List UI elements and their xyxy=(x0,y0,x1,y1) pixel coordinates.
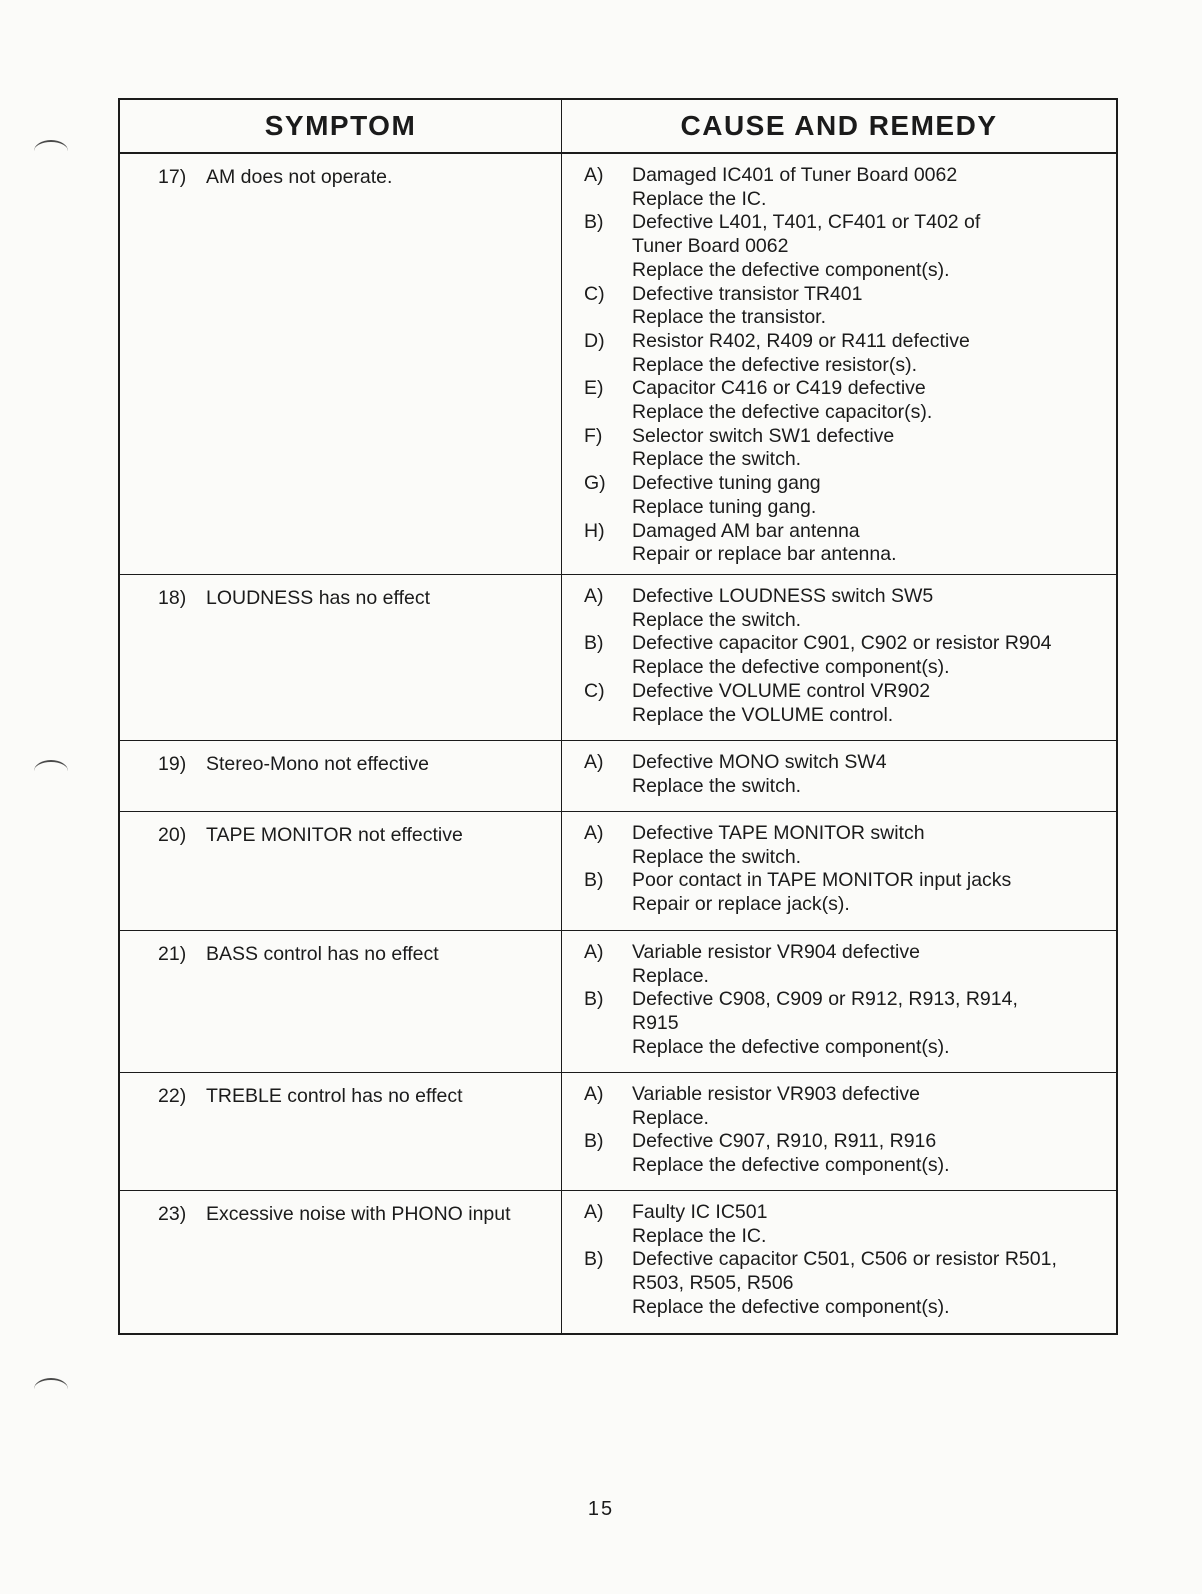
remedy-line: Defective TAPE MONITOR switch xyxy=(632,822,925,844)
remedy-letter: C) xyxy=(584,679,605,702)
remedy-cell xyxy=(562,931,1116,1072)
remedy-letter: G) xyxy=(584,472,606,495)
remedy-line: Replace the IC. xyxy=(632,187,767,210)
remedy-text xyxy=(632,425,1116,472)
binder-hole-mark xyxy=(34,1378,68,1400)
remedy-line: Replace the switch. xyxy=(632,845,802,868)
remedy-entry xyxy=(584,1083,1116,1130)
remedy-entry xyxy=(584,283,1116,330)
remedy-line: Defective L401, T401, CF401 or T402 of xyxy=(632,211,981,234)
remedy-text xyxy=(632,869,1116,916)
remedy-entry xyxy=(584,1201,1116,1248)
remedy-text xyxy=(632,377,1116,424)
remedy-line: Defective C907, R910, R911, R916 xyxy=(632,1130,937,1153)
remedy-line: Defective capacitor C501, C506 or resistor R501, xyxy=(632,1248,1057,1271)
remedy-line: Defective C908, C909 or R912, R913, R914, xyxy=(632,988,1018,1011)
symptom-text: TAPE MONITOR not effective xyxy=(206,824,463,846)
remedy-line: Replace. xyxy=(632,964,709,987)
remedy-letter: C) xyxy=(584,282,605,305)
remedy-line: Replace the switch. xyxy=(632,448,802,471)
remedy-line: Replace the defective capacitor(s). xyxy=(632,401,933,424)
remedy-text xyxy=(632,283,1116,330)
remedy-entry xyxy=(584,988,1116,1059)
symptom-number: 18) xyxy=(158,587,187,609)
table-row xyxy=(120,1191,1116,1333)
remedy-line: Replace the defective component(s). xyxy=(632,1295,950,1318)
remedy-entry xyxy=(584,751,1116,798)
binder-hole-mark xyxy=(34,140,68,162)
remedy-entry xyxy=(584,164,1116,211)
remedy-text xyxy=(632,211,1116,282)
symptom-text: TREBLE control has no effect xyxy=(206,1085,463,1107)
table-row xyxy=(120,812,1116,931)
remedy-entry xyxy=(584,520,1116,567)
symptom-number: 17) xyxy=(158,166,187,188)
remedy-letter: D) xyxy=(584,329,605,352)
remedy-letter: H) xyxy=(584,519,605,542)
remedy-line: Replace the switch. xyxy=(632,774,802,797)
remedy-line: Defective transistor TR401 xyxy=(632,282,863,305)
remedy-cell xyxy=(562,1191,1116,1333)
remedy-letter: A) xyxy=(584,1201,604,1223)
remedy-entry xyxy=(584,1248,1116,1319)
remedy-letter: F) xyxy=(584,424,603,447)
symptom-text: BASS control has no effect xyxy=(206,943,439,965)
remedy-line: Selector switch SW1 defective xyxy=(632,424,895,447)
symptom-cell xyxy=(120,812,562,930)
remedy-text xyxy=(632,520,1116,567)
remedy-entry xyxy=(584,941,1116,988)
table-row xyxy=(120,154,1116,575)
remedy-text xyxy=(632,1083,1116,1130)
remedy-line: Defective LOUDNESS switch SW5 xyxy=(632,585,934,607)
remedy-letter: A) xyxy=(584,585,604,607)
remedy-text xyxy=(632,632,1116,679)
remedy-text xyxy=(632,1201,1116,1248)
symptom-number: 23) xyxy=(158,1203,187,1225)
symptom-number: 20) xyxy=(158,824,187,846)
symptom-text: Stereo-Mono not effective xyxy=(206,753,429,775)
remedy-entry xyxy=(584,330,1116,377)
remedy-entry xyxy=(584,1130,1116,1177)
remedy-column-header: CAUSE AND REMEDY xyxy=(680,110,998,141)
remedy-letter: B) xyxy=(584,869,604,892)
symptom-cell xyxy=(120,154,562,574)
remedy-cell xyxy=(562,1073,1116,1190)
remedy-text xyxy=(632,164,1116,211)
remedy-letter: B) xyxy=(584,211,604,234)
remedy-entry xyxy=(584,680,1116,727)
remedy-line: Poor contact in TAPE MONITOR input jacks xyxy=(632,869,1012,892)
remedy-line: Defective MONO switch SW4 xyxy=(632,751,887,773)
remedy-text xyxy=(632,680,1116,727)
remedy-line: Defective tuning gang xyxy=(632,472,821,495)
remedy-letter: B) xyxy=(584,988,604,1011)
symptom-text: Excessive noise with PHONO input xyxy=(206,1203,511,1225)
remedy-entry xyxy=(584,377,1116,424)
symptom-number: 22) xyxy=(158,1085,187,1107)
symptom-column-header: SYMPTOM xyxy=(120,100,562,152)
remedy-line: Resistor R402, R409 or R411 defective xyxy=(632,329,970,352)
table-row xyxy=(120,931,1116,1073)
binder-hole-mark xyxy=(34,760,68,782)
troubleshooting-table xyxy=(118,98,1118,1335)
remedy-cell xyxy=(562,812,1116,930)
remedy-letter: A) xyxy=(584,1083,604,1105)
remedy-letter: B) xyxy=(584,632,604,655)
remedy-text xyxy=(632,941,1116,988)
remedy-text xyxy=(632,751,1116,798)
remedy-line: Defective capacitor C901, C902 or resistor R904 xyxy=(632,632,1052,655)
symptom-text: LOUDNESS has no effect xyxy=(206,587,431,609)
symptom-number: 21) xyxy=(158,943,187,965)
remedy-line: R915 xyxy=(632,1012,679,1035)
remedy-text xyxy=(632,472,1116,519)
remedy-text xyxy=(632,1248,1116,1319)
symptom-cell xyxy=(120,741,562,811)
symptom-number: 19) xyxy=(158,753,187,775)
remedy-text xyxy=(632,330,1116,377)
remedy-line: Replace the transistor. xyxy=(632,306,827,329)
remedy-entry xyxy=(584,632,1116,679)
symptom-cell xyxy=(120,575,562,740)
remedy-line: Variable resistor VR904 defective xyxy=(632,941,920,963)
remedy-line: Defective VOLUME control VR902 xyxy=(632,679,931,702)
remedy-entry xyxy=(584,822,1116,869)
remedy-text xyxy=(632,988,1116,1059)
remedy-line: Replace the defective component(s). xyxy=(632,258,950,281)
remedy-text xyxy=(632,1130,1116,1177)
remedy-line: Faulty IC IC501 xyxy=(632,1201,768,1223)
remedy-line: Replace the IC. xyxy=(632,1224,767,1247)
table-row xyxy=(120,1073,1116,1191)
remedy-line: R503, R505, R506 xyxy=(632,1272,794,1295)
page-number: 15 xyxy=(587,1498,615,1520)
remedy-line: Replace the defective component(s). xyxy=(632,1154,950,1177)
remedy-entry xyxy=(584,211,1116,282)
remedy-line: Replace the VOLUME control. xyxy=(632,703,894,726)
table-header xyxy=(120,100,1116,154)
remedy-line: Replace the defective component(s). xyxy=(632,1035,950,1058)
remedy-line: Replace tuning gang. xyxy=(632,495,817,518)
remedy-line: Damaged AM bar antenna xyxy=(632,519,860,542)
remedy-line: Replace the defective resistor(s). xyxy=(632,353,918,376)
symptom-cell xyxy=(120,1191,562,1333)
remedy-text xyxy=(632,822,1116,869)
remedy-letter: A) xyxy=(584,822,604,844)
remedy-entry xyxy=(584,869,1116,916)
symptom-cell xyxy=(120,1073,562,1190)
remedy-letter: B) xyxy=(584,1248,604,1271)
remedy-letter: A) xyxy=(584,164,604,186)
remedy-entry xyxy=(584,472,1116,519)
remedy-letter: A) xyxy=(584,941,604,963)
remedy-text xyxy=(632,585,1116,632)
remedy-entry xyxy=(584,425,1116,472)
remedy-cell xyxy=(562,154,1116,574)
remedy-line: Tuner Board 0062 xyxy=(632,235,789,258)
remedy-entry xyxy=(584,585,1116,632)
remedy-line: Replace the switch. xyxy=(632,608,802,631)
remedy-letter: A) xyxy=(584,751,604,773)
remedy-cell xyxy=(562,741,1116,811)
table-row xyxy=(120,575,1116,741)
remedy-cell xyxy=(562,575,1116,740)
remedy-letter: B) xyxy=(584,1130,604,1153)
remedy-line: Replace. xyxy=(632,1106,709,1129)
remedy-letter: E) xyxy=(584,377,604,400)
symptom-text: AM does not operate. xyxy=(206,166,393,188)
symptom-cell xyxy=(120,931,562,1072)
remedy-line: Variable resistor VR903 defective xyxy=(632,1083,920,1105)
remedy-line: Capacitor C416 or C419 defective xyxy=(632,377,926,400)
remedy-line: Replace the defective component(s). xyxy=(632,656,950,679)
remedy-line: Damaged IC401 of Tuner Board 0062 xyxy=(632,164,958,186)
remedy-line: Repair or replace bar antenna. xyxy=(632,543,897,566)
table-row xyxy=(120,741,1116,812)
remedy-line: Repair or replace jack(s). xyxy=(632,893,850,916)
